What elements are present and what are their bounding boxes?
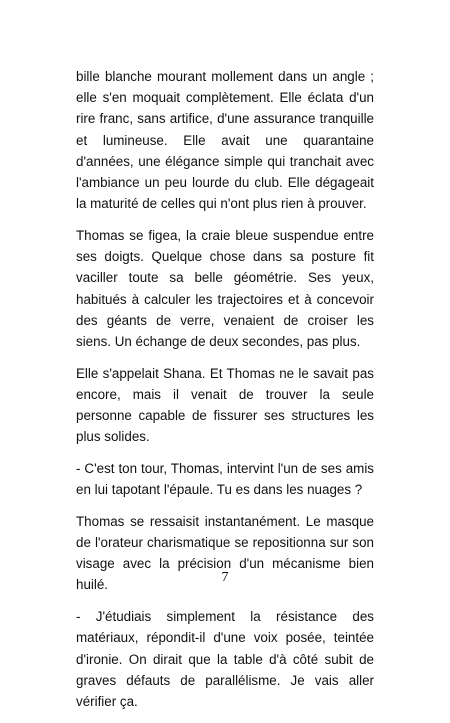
paragraph: - C'est ton tour, Thomas, intervint l'un de ses amis en lui tapotant l'épaule. Tu es dans les nuages ? — [76, 460, 374, 498]
paragraph: Elle s'appelait Shana. Et Thomas ne le savait pas encore, mais il venait de trouver la seule personne capable de fissurer ses structures les plus solides. — [76, 365, 374, 445]
paragraph: Thomas se ressaisit instantanément. Le masque de l'orateur charismatique se repositionna sur son visage avec la précision d'un mécanisme bien huilé. — [76, 513, 374, 593]
paragraph: - J'étudiais simplement la résistance des matériaux, répondit-il d'une voix posée, teintée d'ironie. On dirait que la table d'à côté subit de graves défauts de parallélisme. Je vais aller vérifier ça. — [76, 609, 374, 709]
paragraph: Thomas se figea, la craie bleue suspendue entre ses doigts. Quelque chose dans sa posture fit vaciller toute sa belle géométrie. Ses yeux, habitués à calculer les trajectoires et à concevoir des géants de verre, venaient de croiser les siens. Un échange de deux secondes, pas plus. — [76, 227, 374, 349]
page-number: 7 — [221, 570, 229, 585]
body-text — [76, 66, 374, 723]
paragraph: bille blanche mourant mollement dans un angle ; elle s'en moquait complètement. Elle éclata d'un rire franc, sans artifice, d'une assurance tranquille et lumineuse. Elle avait une quarantaine d'années, une élégance simple qui tranchait avec l'ambiance un peu lourde du club. Elle dégageait la maturité de celles qui n'ont plus rien à prouver. — [76, 69, 374, 212]
